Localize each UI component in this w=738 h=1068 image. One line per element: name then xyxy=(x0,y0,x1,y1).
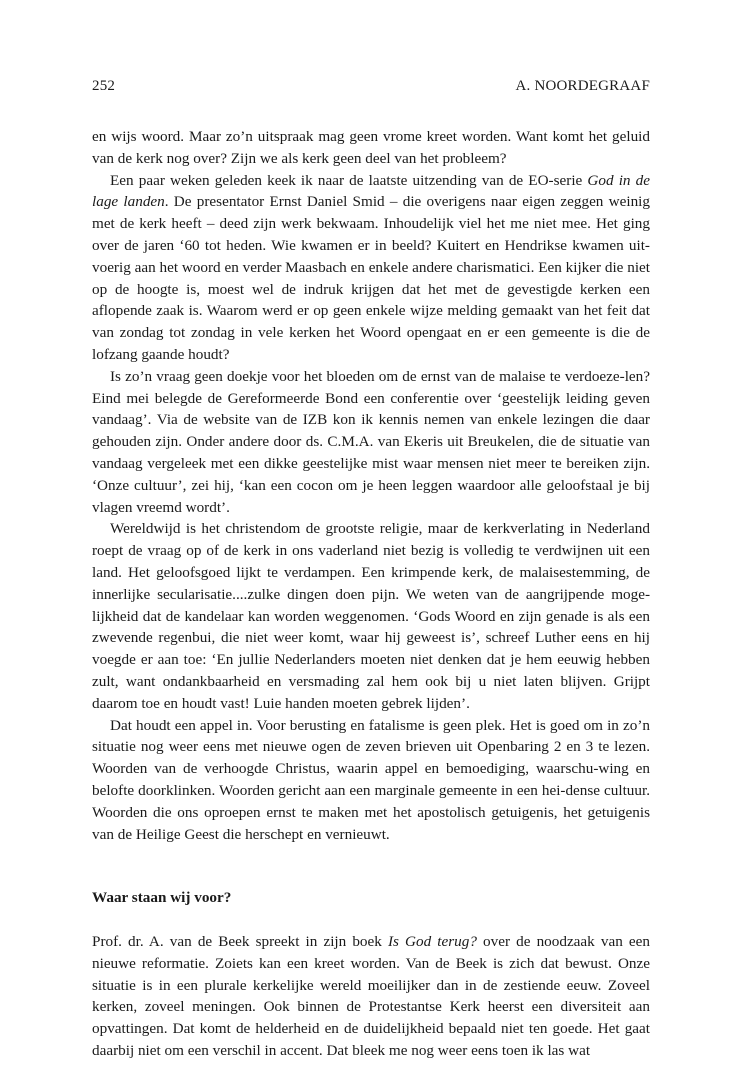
paragraph-5: Dat houdt een appel in. Voor berusting en fatalisme is geen plek. Het is goed om in zo’n situatie nog weer eens met nieuwe ogen de zeven brieven uit Openbaring 2 en 3 te lezen. Woorden van de verhoogde Christus, waarin appel en bemoediging, waarschu-wing en belofte doorklinken. Woorden gericht aan een marginale gemeente in een hei-dense cultuur. Woorden die ons oproepen ernst te maken met het apostolisch getuigenis, het getuigenis van de Heilige Geest die herschept en vernieuwt. xyxy=(92,716,650,843)
paragraph-3: Is zo’n vraag geen doekje voor het bloeden om de ernst van de malaise te verdoeze-len? Eind mei belegde de Gereformeerde Bond een conferentie over ‘geestelijk leiding geven vandaag’. Via de website van de IZB kon ik kennis nemen van enkele lezingen die daar gehouden zijn. Onder andere door ds. C.M.A. van Ekeris uit Breukelen, die de situatie van vandaag vergeleek met een dikke geestelijke mist waar mensen niet meer te bereiken zijn. ‘Onze cultuur’, zei hij, ‘kan een cocon om je heen leggen waardoor alle geloofstaal je bij vlagen vreemd wordt’. xyxy=(92,367,650,516)
section-paragraph-part-b: over de noodzaak van een nieuwe reformatie. Zoiets kan een kreet worden. Van de Beek is zich dat bewust. Onze situatie is in een plurale kerkelijke wereld moeilijker dan in de zestiende eeuw. Zoveel kerken, zoveel meningen. Ook binnen de Protestantse Kerk heerst een diversiteit aan opvattingen. Dat komt de helderheid en de duidelijkheid bepaald niet ten goede. Het gaat daarbij niet om een verschil in accent. Dat bleek me nog weer eens toen ik las wat xyxy=(92,933,650,1060)
page-number: 252 xyxy=(92,78,116,94)
paragraph-2-part-b: . De presentator Ernst Daniel Smid – die overigens naar eigen zeggen weinig met de kerk heeft – deed zijn werk bekwaam. Inhoudelijk viel het me niet mee. Het ging over de jaren ‘60 tot heden. Wie kwamen er in beeld? Kuitert en Hendrikse kwamen uit-voerig aan het woord en verder Maasbach en enkele andere charismatici. Een kijker die niet op de hoogte is, moest wel de indruk krijgen dat het met de gevestigde kerken een aflopende zaak is. Waarom werd er op geen enkele wijze melding gemaakt van het feit dat van zondag tot zondag in vele kerken het Woord opengaat en er een gemeente is die de lofzang gaande houdt? xyxy=(92,193,650,363)
section-paragraph-part-a: Prof. dr. A. van de Beek spreekt in zijn boek xyxy=(92,933,388,951)
body-text xyxy=(92,126,650,1062)
series-title: God in de lage landen xyxy=(92,171,650,211)
book-title: Is God terug? xyxy=(387,933,477,951)
paragraph-1: en wijs woord. Maar zo’n uitspraak mag geen vrome kreet worden. Want komt het geluid van de kerk nog over? Zijn we als kerk geen deel van het probleem? xyxy=(92,128,650,167)
section-heading: Waar staan wij voor? xyxy=(92,889,232,907)
running-head xyxy=(92,78,650,102)
paragraph-4: Wereldwijd is het christendom de grootste religie, maar de kerkverlating in Nederland roept de vraag op of de kerk in ons vaderland niet bezig is volledig te verdwijnen uit een land. Het geloofsgoed lijkt te verdampen. Een krimpende kerk, de malaisestemming, de innerlijke secularisatie....zulke dingen doen pijn. We weten van de aangrijpende moge-lijkheid dat de kandelaar kan worden weggenomen. ‘Gods Woord en zijn genade is als een zwevende regenbui, die niet weer komt, waar hij geweest is’, schreef Luther eens en hij voegde er aan toe: ‘En jullie Nederlanders moeten niet denken dat je hem eeuwig hebben zult, want ondankbaarheid en versmading zal hem ook bij u niet laten blijven. Grijpt daarom toe en houdt vast! Luie handen moeten gebrek lijden’. xyxy=(92,520,650,712)
section-paragraph xyxy=(92,931,650,1062)
paragraph-2-part-a: Een paar weken geleden keek ik naar de laatste uitzending van de EO-serie xyxy=(110,171,588,189)
paragraph-2 xyxy=(92,170,650,366)
book-page xyxy=(92,78,650,1062)
running-head-author: A. NOORDEGRAAF xyxy=(515,78,650,94)
